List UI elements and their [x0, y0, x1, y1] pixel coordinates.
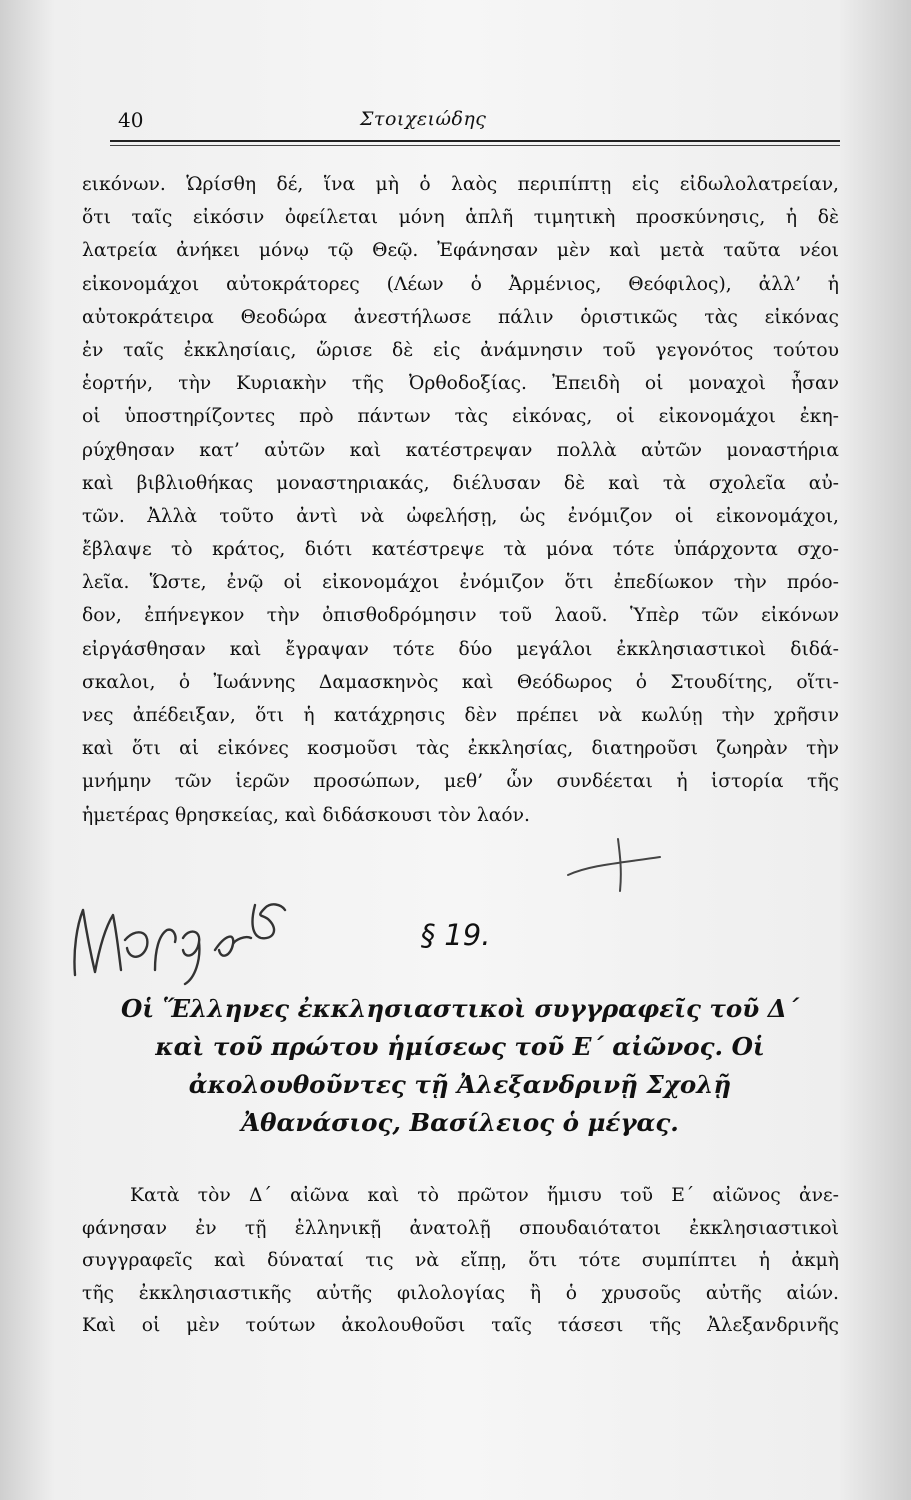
text-line: τῆς ἐκκλησιαστικῆς αὐτῆς φιλολογίας ἢ ὁ χρυσοῦς αὐτῆς αἰών.: [82, 1282, 839, 1304]
heading-line: Οἱ Ἕλληνες ἐκκλησιαστικοὶ συγγραφεῖς τοῦ Δ΄: [120, 994, 800, 1023]
text-line: Κατὰ τὸν Δ΄ αἰῶνα καὶ τὸ πρῶτον ἥμισυ τοῦ Ε΄ αἰῶνος ἀνε-: [130, 1185, 839, 1206]
text-line: μνήμην τῶν ἱερῶν προσώπων, μεθ’ ὧν συνδέεται ἡ ἱστορία τῆς: [82, 771, 839, 793]
text-line: λατρεία ἀνήκει μόνῳ τῷ Θεῷ. Ἐφάνησαν μὲν καὶ μετὰ ταῦτα νέοι: [82, 240, 839, 262]
text-line: ἐν ταῖς ἐκκλησίαις, ὥρισε δὲ εἰς ἀνάμνησιν τοῦ γεγονότος τούτου: [82, 339, 839, 361]
text-line: ἔβλαψε τὸ κράτος, διότι κατέστρεψε τὰ μόνα τότε ὑπάρχοντα σχο-: [82, 539, 839, 561]
text-line: τῶν. Ἀλλὰ τοῦτο ἀντὶ νὰ ὠφελήσῃ, ὡς ἐνόμιζον οἱ εἰκονομάχοι,: [82, 505, 839, 527]
text-line: ρύχθησαν κατ’ αὐτῶν καὶ κατέστρεψαν πολλὰ αὐτῶν μοναστήρια: [82, 439, 839, 461]
text-line: συγγραφεῖς καὶ δύναταί τις νὰ εἴπῃ, ὅτι τότε συμπίπτει ἡ ἀκμὴ: [82, 1250, 839, 1271]
header-rule: [110, 140, 840, 142]
running-title: Στοιχειώδης: [360, 108, 487, 130]
text-line: εικόνων. Ὡρίσθη δέ, ἵνα μὴ ὁ λαὸς περιπίπτῃ εἰς εἰδωλολατρείαν,: [82, 174, 839, 195]
text-line: Καὶ οἱ μὲν τούτων ἀκολουθοῦσι ταῖς τάσεσι τῆς Ἀλεξανδρινῆς: [82, 1315, 839, 1336]
text-line: αὐτοκράτειρα Θεοδώρα ἀνεστήλωσε πάλιν ὁριστικῶς τὰς εἰκόνας: [82, 306, 839, 328]
header-rule-thin: [110, 145, 840, 146]
text-line: φάνησαν ἐν τῇ ἑλληνικῇ ἀνατολῇ σπουδαιότατοι ἐκκλησιαστικοὶ: [82, 1217, 839, 1239]
text-line: εἰργάσθησαν καὶ ἔγραψαν τότε δύο μεγάλοι ἐκκλησιαστικοὶ διδά-: [82, 638, 839, 660]
text-line: νες ἀπέδειξαν, ὅτι ἡ κατάχρησις δὲν πρέπει νὰ κωλύῃ τὴν χρῆσιν: [82, 705, 839, 726]
text-line: σκαλοι, ὁ Ἰωάννης Δαμασκηνὸς καὶ Θεόδωρος ὁ Στουδίτης, οἵτι-: [82, 671, 839, 693]
text-line: λεῖα. Ὥστε, ἐνῷ οἱ εἰκονομάχοι ἐνόμιζον ὅτι ἐπεδίωκον τὴν πρόο-: [82, 572, 839, 594]
text-line: δον, ἐπήνεγκον τὴν ὀπισθοδρόμησιν τοῦ λαοῦ. Ὑπὲρ τῶν εἰκόνων: [82, 605, 839, 627]
heading-line: ἀκολουθοῦντες τῇ Ἀλεξανδρινῇ Σχολῇ: [188, 1070, 732, 1099]
page-header: [110, 108, 840, 138]
pencil-cross-mark: [560, 835, 670, 895]
section-number: § 19.: [420, 918, 491, 952]
text-line: ὅτι ταῖς εἰκόσιν ὀφείλεται μόνη ἁπλῆ τιμητικὴ προσκύνησις, ἡ δὲ: [82, 207, 839, 229]
text-line: ἡμετέρας θρησκείας, καὶ διδάσκουσι τὸν λαόν.: [82, 804, 530, 826]
paragraph-1: [82, 168, 839, 832]
heading-line: καὶ τοῦ πρώτου ἡμίσεως τοῦ Ε΄ αἰῶνος. Οἱ: [155, 1032, 765, 1061]
text-line: εἰκονομάχοι αὐτοκράτορες (Λέων ὁ Ἀρμένιος, Θεόφιλος), ἀλλ’ ἡ: [82, 273, 839, 295]
heading-line: Ἀθανάσιος, Βασίλειος ὁ μέγας.: [241, 1108, 679, 1137]
page-number: 40: [118, 108, 144, 132]
paragraph-2: [82, 1180, 839, 1343]
text-line: καὶ βιβλιοθήκας μοναστηριακάς, διέλυσαν δὲ καὶ τὰ σχολεῖα αὐ-: [82, 472, 839, 494]
text-line: καὶ ὅτι αἱ εἰκόνες κοσμοῦσι τὰς ἐκκλησίας, διατηροῦσι ζωηρὰν τὴν: [82, 738, 839, 760]
text-line: οἱ ὑποστηρίζοντες πρὸ πάντων τὰς εἰκόνας, οἱ εἰκονομάχοι ἐκη-: [82, 406, 839, 428]
text-line: ἑορτήν, τὴν Κυριακὴν τῆς Ὀρθοδοξίας. Ἐπειδὴ οἱ μοναχοὶ ἦσαν: [82, 373, 839, 395]
section-heading: [95, 990, 825, 1142]
